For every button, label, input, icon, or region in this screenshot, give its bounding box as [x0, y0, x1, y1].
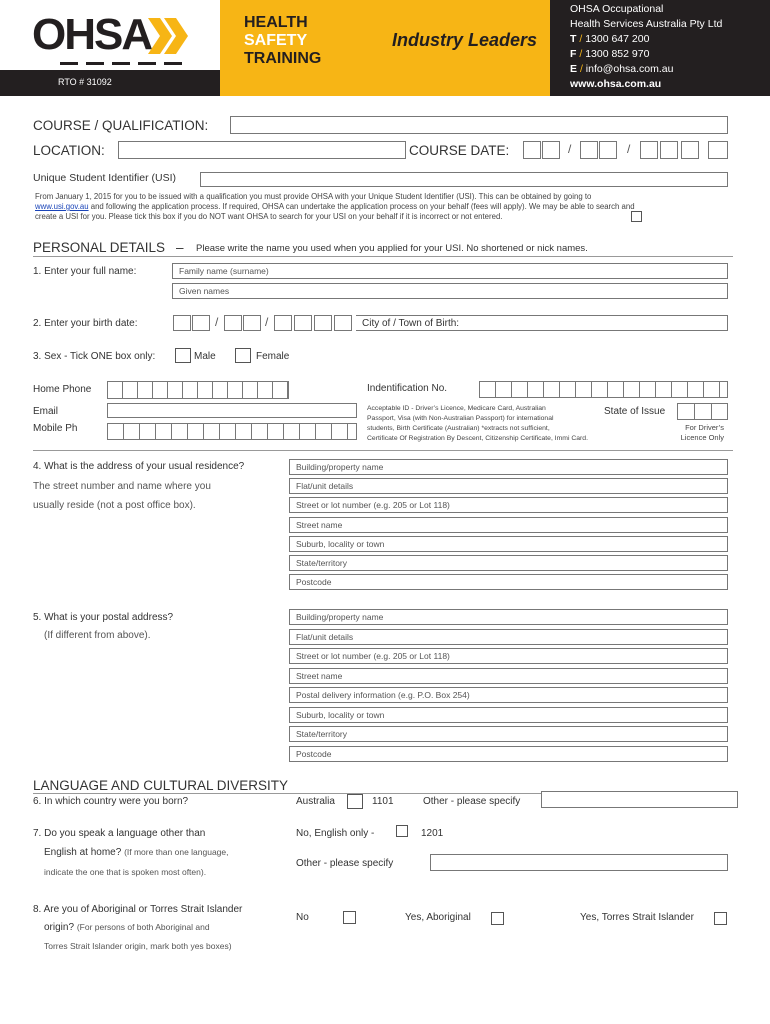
birth-day-1[interactable]: [173, 315, 191, 331]
code-1201: 1201: [421, 828, 444, 839]
drivers-licence-note: [672, 423, 724, 443]
no-english-label: No, English only -: [296, 828, 375, 839]
hst-line2: SAFETY: [244, 32, 308, 49]
email-label: E: [570, 63, 578, 75]
address-field-placeholder: Suburb, locality or town: [296, 709, 385, 720]
address-field-placeholder: Flat/unit details: [296, 481, 354, 492]
other-language-label: Other - please specify: [296, 858, 394, 869]
address-field-placeholder: Street or lot number (e.g. 205 or Lot 118): [296, 651, 450, 661]
address-field[interactable]: [289, 574, 728, 590]
address-field[interactable]: [289, 629, 728, 645]
address-field[interactable]: [289, 478, 728, 494]
address-field-placeholder: Flat/unit details: [296, 631, 354, 642]
course-date-day-1[interactable]: [523, 141, 541, 159]
address-field-placeholder: Postcode: [296, 748, 332, 759]
phone-label: T: [570, 33, 577, 45]
q1-label: 1. Enter your full name:: [33, 266, 137, 277]
language-heading: LANGUAGE AND CULTURAL DIVERSITY: [33, 778, 289, 793]
address-field-placeholder: Street or lot number (e.g. 205 or Lot 118): [296, 500, 450, 511]
id-note: [367, 404, 588, 444]
given-names-input[interactable]: [172, 283, 728, 299]
email-value: info@ohsa.com.au: [585, 63, 674, 75]
address-field-placeholder: Street name: [296, 519, 343, 530]
fax-label: F: [570, 48, 577, 60]
address-field-placeholder: Suburb, locality or town: [296, 538, 385, 549]
mobile-input[interactable]: [107, 423, 357, 440]
course-date-year-2[interactable]: [660, 141, 678, 159]
slash: /: [579, 63, 583, 75]
usi-info: [35, 192, 765, 222]
usi-text2: and following the application process. If required, OHSA can undertake the application process on your behalf (fees will apply). We may be able to search and: [88, 202, 635, 211]
address-field[interactable]: [289, 726, 728, 742]
id-note-line: Certificate Of Registration By Descent, Citizenship Certificate, Immi Card.: [367, 435, 588, 442]
fax-value: 1300 852 970: [585, 48, 650, 60]
tagline: Industry Leaders: [392, 30, 538, 50]
date-slash: /: [627, 142, 631, 156]
address-field[interactable]: [289, 687, 728, 703]
birth-month-2[interactable]: [243, 315, 261, 331]
address-field-placeholder: Postal delivery information (e.g. P.O. Box 254): [296, 690, 470, 700]
q7-line2-note: (If more than one language,: [124, 847, 229, 857]
q7-line3: indicate the one that is spoken most often).: [44, 867, 207, 877]
q5-label: 5. What is your postal address?: [33, 612, 174, 623]
birth-month-1[interactable]: [224, 315, 242, 331]
home-phone-input[interactable]: [107, 381, 289, 399]
q8-line1: 8. Are you of Aboriginal or Torres Strait Islander: [33, 904, 243, 915]
birth-day-2[interactable]: [192, 315, 210, 331]
date-slash: /: [568, 142, 572, 156]
no-aboriginal-checkbox[interactable]: [343, 911, 356, 924]
id-note-line: Acceptable ID - Driver’s Licence, Medicare Card, Australian: [367, 405, 546, 412]
yes-torres-checkbox[interactable]: [714, 912, 727, 925]
logo: [32, 10, 212, 62]
company-line2: Health Services Australia Pty Ltd: [570, 18, 723, 30]
family-name-placeholder: Family name (surname): [179, 266, 269, 276]
address-field[interactable]: [289, 668, 728, 684]
hst-line1: HEALTH: [244, 14, 308, 31]
id-note-line: Passport, Visa (with Non-Australian Passport) for international: [367, 415, 554, 422]
personal-details-subheading: Please write the name you used when you applied for your USI. No shortened or nick names.: [196, 243, 588, 254]
q8-line2-note: (For persons of both Aboriginal and: [76, 922, 210, 932]
address-field-placeholder: Postcode: [296, 577, 332, 588]
course-qualification-label: COURSE / QUALIFICATION:: [33, 118, 209, 133]
address-field-placeholder: Building/property name: [296, 462, 384, 472]
heading-dash: –: [176, 240, 184, 255]
other-country-input[interactable]: [541, 791, 738, 808]
address-field-placeholder: State/territory: [296, 558, 348, 568]
no-aboriginal-label: No: [296, 912, 309, 923]
male-label: Male: [194, 351, 216, 362]
q7-line1: 7. Do you speak a language other than: [33, 828, 206, 839]
q8-line2: [44, 922, 210, 933]
q4-sub1: The street number and name where you: [33, 481, 211, 492]
address-field[interactable]: [289, 707, 728, 723]
state-of-issue-input[interactable]: [677, 403, 728, 420]
address-field[interactable]: [289, 555, 728, 571]
birth-year-2[interactable]: [294, 315, 312, 331]
state-of-issue-label: State of Issue: [604, 406, 666, 417]
address-field[interactable]: [289, 497, 728, 513]
usi-input[interactable]: [200, 172, 728, 187]
identification-input[interactable]: [479, 381, 728, 398]
address-field[interactable]: [289, 609, 728, 625]
home-phone-label: Home Phone: [33, 384, 92, 395]
address-field-placeholder: Building/property name: [296, 612, 384, 622]
q4-label: 4. What is the address of your usual residence?: [33, 461, 245, 472]
contact-block: [570, 2, 722, 92]
code-1101: 1101: [372, 796, 394, 807]
personal-details-heading: PERSONAL DETAILS: [33, 240, 166, 255]
company-line1: OHSA Occupational: [570, 3, 664, 15]
address-field[interactable]: [289, 648, 728, 664]
course-date-day-2[interactable]: [542, 141, 560, 159]
course-date-year-4[interactable]: [708, 141, 728, 159]
logo-text: OHSA: [32, 10, 152, 59]
drivers-note-line: For Driver’s: [685, 423, 724, 432]
yes-torres-label: Yes, Torres Strait Islander: [580, 912, 694, 923]
q8-line3: Torres Strait Islander origin, mark both yes boxes): [44, 941, 232, 951]
course-qualification-input[interactable]: [230, 116, 728, 134]
given-names-placeholder: Given names: [179, 286, 230, 296]
slash: /: [579, 33, 583, 45]
usi-text1: From January 1, 2015 for you to be issued with a qualification you must provide OHSA with your Unique Student Identifier (USI). This can be obtained by going to: [35, 192, 592, 201]
birth-year-4[interactable]: [334, 315, 352, 331]
address-field[interactable]: [289, 459, 728, 475]
q6-label: 6. In which country were you born?: [33, 796, 189, 807]
address-field-placeholder: Street name: [296, 670, 343, 681]
q3-label: 3. Sex - Tick ONE box only:: [33, 351, 156, 362]
q2-label: 2. Enter your birth date:: [33, 318, 138, 329]
identification-label: Indentification No.: [367, 383, 448, 394]
q7-line2: [44, 847, 229, 858]
id-note-line: students, Birth Certificate (Australian) *extracts not sufficient,: [367, 425, 550, 432]
usi-optout-checkbox[interactable]: [631, 211, 642, 222]
q4-sub2: usually reside (not a post office box).: [33, 500, 196, 511]
australia-label: Australia: [296, 796, 335, 807]
australia-checkbox[interactable]: [347, 794, 363, 809]
location-input[interactable]: [118, 141, 406, 159]
q8-line2-main: origin?: [44, 922, 75, 933]
usi-label: Unique Student Identifier (USI): [33, 172, 176, 184]
course-date-month-1[interactable]: [580, 141, 598, 159]
address-field[interactable]: [289, 746, 728, 762]
date-slash: /: [265, 315, 269, 329]
city-of-birth-label: City of / Town of Birth:: [362, 318, 460, 329]
female-checkbox[interactable]: [235, 348, 251, 363]
email-input[interactable]: [107, 403, 357, 418]
drivers-note-line: Licence Only: [680, 433, 724, 442]
divider: [33, 256, 733, 257]
female-label: Female: [256, 351, 290, 362]
website[interactable]: www.ohsa.com.au: [570, 78, 662, 90]
location-label: LOCATION:: [33, 143, 105, 158]
male-checkbox[interactable]: [175, 348, 191, 363]
rto-number: RTO # 31092: [58, 77, 112, 87]
course-date-month-2[interactable]: [599, 141, 617, 159]
hst-line3: TRAINING: [244, 50, 322, 67]
course-date-year-1[interactable]: [640, 141, 658, 159]
slash: /: [579, 48, 583, 60]
hst-panel: [220, 0, 550, 96]
usi-text3: create a USI for you. Please tick this box if you do NOT want OHSA to search for your USI on your behalf if it is incorrect or not entered.: [35, 212, 503, 221]
logo-area: [0, 0, 220, 96]
q7-line2-main: English at home?: [44, 847, 122, 858]
course-date-year-3[interactable]: [681, 141, 699, 159]
email-label-field: Email: [33, 406, 59, 417]
chevrons-icon: [148, 18, 190, 54]
address-field[interactable]: [289, 517, 728, 533]
no-english-checkbox[interactable]: [396, 825, 408, 837]
address-field-placeholder: State/territory: [296, 729, 348, 739]
divider: [33, 450, 733, 451]
yes-aboriginal-checkbox[interactable]: [491, 912, 504, 925]
usi-link[interactable]: www.usi.gov.au: [35, 202, 89, 211]
phone-value: 1300 647 200: [585, 33, 650, 45]
other-country-label: Other - please specify: [423, 796, 521, 807]
mobile-label: Mobile Ph: [33, 423, 78, 434]
address-field[interactable]: [289, 536, 728, 552]
course-date-label: COURSE DATE:: [409, 143, 510, 158]
other-language-input[interactable]: [430, 854, 728, 871]
date-slash: /: [215, 315, 219, 329]
birth-year-3[interactable]: [314, 315, 332, 331]
q5-sub: (If different from above).: [44, 630, 151, 641]
birth-year-1[interactable]: [274, 315, 292, 331]
family-name-input[interactable]: [172, 263, 728, 279]
logo-stripe: [60, 62, 190, 65]
yes-aboriginal-label: Yes, Aboriginal: [405, 912, 471, 923]
